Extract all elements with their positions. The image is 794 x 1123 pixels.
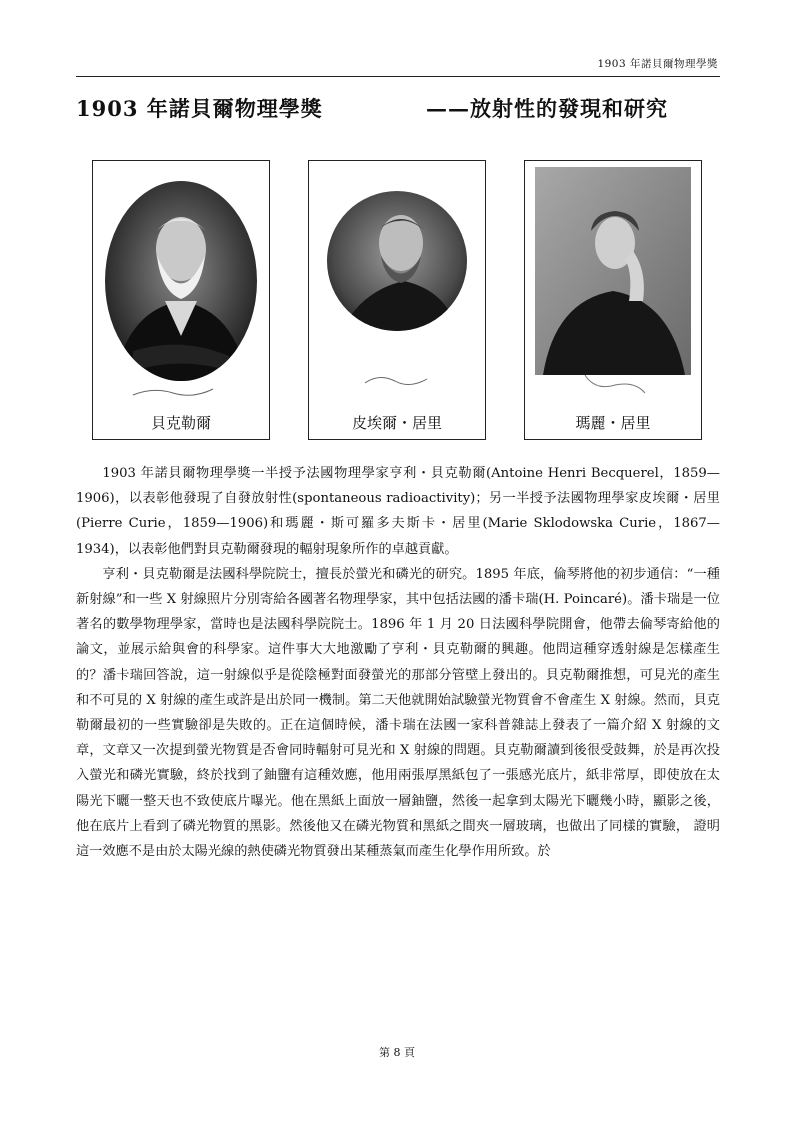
body-text xyxy=(76,461,720,864)
page-title: 1903 年諾貝爾物理學獎 xyxy=(76,96,323,121)
portrait-gallery xyxy=(92,160,702,440)
portrait-frame-marie-curie xyxy=(524,160,702,440)
page-subtitle: ——放射性的發現和研究 xyxy=(426,96,668,121)
portrait-pierre-curie-image xyxy=(309,161,485,439)
portrait-caption-marie-curie: 瑪麗・居里 xyxy=(575,414,651,432)
paragraph: 1903 年諾貝爾物理學獎一半授予法國物理學家亨利・貝克勒爾(Antoine Henri Becquerel，1859—1906)，以表彰他發現了自發放射性(spontaneous radioactivity)；另一半授予法國物理學家皮埃爾・居里(Pierre Curie，1859—1906)和瑪麗・斯可羅多夫斯卡・居里(Marie Sklodowska Curie，1867—1934)，以表彰他們對貝克勒爾發現的輻射現象所作的卓越貢獻。 xyxy=(76,466,720,557)
running-header: 1903 年諾貝爾物理學獎 xyxy=(597,58,718,70)
portrait-frame-pierre-curie xyxy=(308,160,486,440)
paragraph: 亨利・貝克勒爾是法國科學院院士，擅長於螢光和磷光的研究。1895 年底，倫琴將他的初步通信：“一種新射線”和一些 X 射線照片分別寄給各國著名物理學家，其中包括法國的潘卡瑞(H. Poincaré)。潘卡瑞是一位著名的數學物理學家，當時也是法國科學院院士。1896 年 1 月 20 日法國科學院開會，他帶去倫琴寄給他的論文，並展示給與會的科學家。這件事大大地激勵了亨利・貝克勒爾的興趣。他問這種穿透射線是怎樣產生的？潘卡瑞回答說，這一射線似乎是從陰極對面發螢光的那部分管壁上發出的。貝克勒爾推想，可見光的產生和不可見的 X 射線的產生或許是出於同一機制。第二天他就開始試驗螢光物質會不會產生 X 射線。然而，貝克勒爾最初的一些實驗卻是失敗的。正在這個時候，潘卡瑞在法國一家科普雜誌上發表了一篇介紹 X 射線的文章，文章又一次提到螢光物質是否會同時輻射可見光和 X 射線的問題。貝克勒爾讀到後很受鼓舞，於是再次投入螢光和磷光實驗，終於找到了鈾鹽有這種效應，他用兩張厚黑紙包了一張感光底片，紙非常厚，即使放在太陽光下曬一整天也不致使底片曝光。他在黑紙上面放一層鈾鹽，然後一起拿到太陽光下曬幾小時，顯影之後，他在底片上看到了磷光物質的黑影。然後他又在磷光物質和黑紙之間夾一層玻璃，也做出了同樣的實驗， 證明這一效應不是由於太陽光線的熱使磷光物質發出某種蒸氣而產生化學作用所致。於 xyxy=(76,566,720,860)
portrait-caption-becquerel: 貝克勒爾 xyxy=(150,414,211,432)
portrait-frame-becquerel xyxy=(92,160,270,440)
portrait-caption-pierre-curie: 皮埃爾・居里 xyxy=(351,414,442,432)
header-rule xyxy=(76,76,720,77)
portrait-becquerel-image xyxy=(93,161,269,439)
portrait-marie-curie-image xyxy=(525,161,701,439)
page-number: 第 8 頁 xyxy=(379,1046,415,1059)
